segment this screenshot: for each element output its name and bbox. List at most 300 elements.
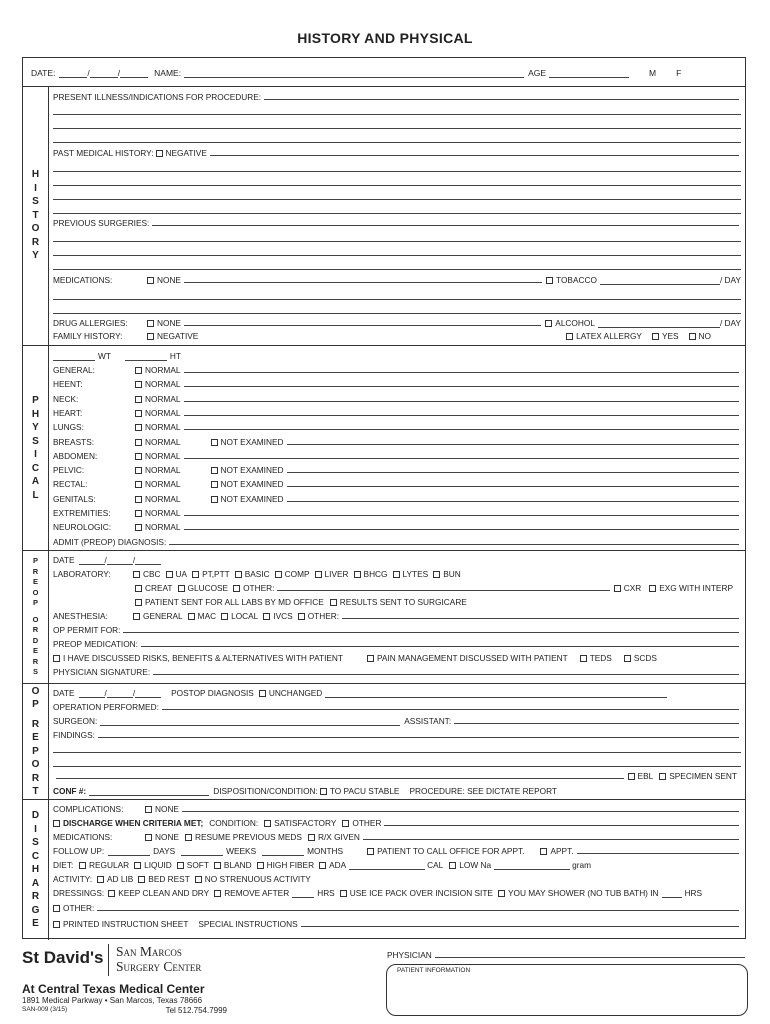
- normal-checkbox[interactable]: [135, 510, 142, 517]
- diet-label: DIET:: [53, 860, 74, 870]
- discharge-side-letter: D: [31, 810, 40, 822]
- lab-checkbox[interactable]: [133, 571, 140, 578]
- name-field[interactable]: [184, 68, 524, 78]
- activity-label: AD LIB: [107, 874, 134, 884]
- diet-label: SOFT: [186, 860, 209, 870]
- opreport-section: O P R E P O R T DATE / / POSTOP DIAGNOSIS UNCHANGED OPERATION PERFORMED: SURGEON: ASSISTANT: FINDINGS: EBL SPECIMEN SENT CONF #: DISPOSITION/CONDITION: TO PACU STABLE PROCEDURE: SEE DICTATE REPORT: [23, 684, 745, 800]
- anesthesia-checkbox[interactable]: [188, 613, 195, 620]
- anesthesia-checkbox[interactable]: [298, 613, 305, 620]
- exam-field[interactable]: [287, 443, 739, 445]
- history-side-letter: O: [31, 223, 40, 235]
- height-field[interactable]: [125, 351, 167, 361]
- pacu-checkbox[interactable]: [320, 788, 327, 795]
- shower-label: YOU MAY SHOWER (NO TUB BATH) IN: [507, 888, 659, 898]
- history-side-letter: H: [31, 169, 40, 181]
- anesthesia-checkbox[interactable]: [263, 613, 270, 620]
- postop-diagnosis-field[interactable]: [325, 688, 667, 698]
- diet-checkbox[interactable]: [79, 862, 86, 869]
- physical-side-letter: H: [31, 408, 40, 420]
- wt-label: WT: [98, 351, 111, 361]
- operation-label: OPERATION PERFORMED:: [53, 702, 159, 712]
- activity-checkbox[interactable]: [195, 876, 202, 883]
- name-label: NAME:: [154, 68, 182, 78]
- tobacco-field[interactable]: [600, 275, 720, 285]
- history-side-letter: T: [32, 209, 39, 221]
- special-field[interactable]: [301, 925, 739, 927]
- header-row: DATE: / / NAME: AGE M F: [23, 58, 745, 87]
- glucose-checkbox[interactable]: [178, 585, 185, 592]
- alcohol-field[interactable]: [598, 318, 720, 328]
- drug-allergies-label: DRUG ALLERGIES:: [53, 318, 128, 328]
- preop-side-letter: E: [32, 577, 38, 587]
- past-medical-negative-checkbox[interactable]: [156, 150, 163, 157]
- exam-field[interactable]: [287, 485, 739, 487]
- lab-checkbox[interactable]: [354, 571, 361, 578]
- lab-checkbox[interactable]: [433, 571, 440, 578]
- discussed-label: I HAVE DISCUSSED RISKS, BENEFITS & ALTERNATIVES WITH PATIENT: [63, 653, 343, 663]
- lab-checkbox[interactable]: [166, 571, 173, 578]
- satisfactory-label: SATISFACTORY: [274, 818, 337, 828]
- physical-exam-row: [53, 449, 741, 461]
- medications-label: MEDICATIONS:: [53, 275, 113, 285]
- physician-field[interactable]: [435, 956, 745, 958]
- not-examined-checkbox[interactable]: [211, 467, 218, 474]
- preop-date-day[interactable]: [107, 555, 133, 565]
- rx-checkbox[interactable]: [308, 834, 315, 841]
- call-checkbox[interactable]: [367, 848, 374, 855]
- normal-label: NORMAL: [145, 407, 181, 418]
- remove-label: REMOVE AFTER: [224, 888, 290, 898]
- previous-surgeries-label: PREVIOUS SURGERIES:: [53, 218, 150, 228]
- physical-side-letter: L: [32, 489, 39, 501]
- op-date-label: DATE: [53, 688, 75, 698]
- results-label: RESULTS SENT TO SURGICARE: [339, 597, 467, 607]
- criteria-label: DISCHARGE WHEN CRITERIA MET;: [63, 818, 204, 828]
- activity-label: NO STRENUOUS ACTIVITY: [204, 874, 311, 884]
- telephone-text: Tel 512.754.7999: [165, 1006, 227, 1015]
- gram-label: gram: [572, 860, 591, 870]
- not-examined-checkbox[interactable]: [211, 439, 218, 446]
- opreport-side-letter: R: [31, 772, 40, 784]
- creat-checkbox[interactable]: [135, 585, 142, 592]
- patient-information-label: PATIENT INFORMATION: [397, 967, 471, 974]
- opreport-side-label: [23, 684, 49, 799]
- date-label: DATE:: [31, 68, 56, 78]
- normal-checkbox[interactable]: [135, 424, 142, 431]
- preop-date-label: DATE: [53, 555, 75, 565]
- latex-yes-checkbox[interactable]: [652, 333, 659, 340]
- diet-label: ADA: [329, 860, 347, 870]
- glucose-label: GLUCOSE: [187, 583, 229, 593]
- exam-field[interactable]: [184, 400, 740, 402]
- history-side-letter: I: [34, 182, 37, 194]
- normal-label: NORMAL: [145, 479, 181, 490]
- exam-label: HEART:: [53, 407, 83, 418]
- lab-other-field[interactable]: [277, 589, 609, 591]
- results-checkbox[interactable]: [330, 599, 337, 606]
- date-month-field[interactable]: [59, 68, 87, 78]
- specimen-checkbox[interactable]: [659, 773, 666, 780]
- lab-label: PT,PTT: [202, 569, 230, 579]
- remove-hrs-label: HRS: [317, 888, 335, 898]
- diet-checkbox[interactable]: [177, 862, 184, 869]
- lab-checkbox[interactable]: [393, 571, 400, 578]
- preop-side-letter: R: [32, 566, 39, 576]
- not-examined-label: NOT EXAMINED: [220, 479, 284, 490]
- date-day-field[interactable]: [90, 68, 118, 78]
- normal-checkbox[interactable]: [135, 367, 142, 374]
- exam-label: BREASTS:: [53, 436, 95, 447]
- stdavids-logo: [22, 948, 104, 968]
- physical-side-letter: I: [34, 449, 37, 460]
- activity-checkbox[interactable]: [138, 876, 145, 883]
- condition-other-checkbox[interactable]: [342, 820, 349, 827]
- opreport-side-letter: O: [31, 759, 40, 770]
- form-title: HISTORY AND PHYSICAL: [297, 30, 473, 46]
- family-negative-checkbox[interactable]: [147, 333, 154, 340]
- normal-checkbox[interactable]: [135, 496, 142, 503]
- normal-label: NORMAL: [145, 522, 181, 533]
- footer: [22, 940, 746, 1024]
- specimen-label: SPECIMEN SENT: [669, 771, 737, 781]
- anesthesia-label: LOCAL: [231, 611, 259, 621]
- normal-checkbox[interactable]: [135, 439, 142, 446]
- latex-yes-label: YES: [661, 331, 679, 341]
- ice-label: USE ICE PACK OVER INCISION SITE: [349, 888, 493, 898]
- op-date-year[interactable]: [135, 688, 161, 698]
- normal-label: NORMAL: [145, 393, 181, 404]
- sex-f[interactable]: F: [676, 68, 682, 78]
- anesthesia-label: OTHER:: [307, 611, 340, 621]
- physical-exam-row: [53, 406, 741, 418]
- teds-checkbox[interactable]: [580, 655, 587, 662]
- findings-label: FINDINGS:: [53, 730, 95, 740]
- discharge-medications-label: MEDICATIONS:: [53, 832, 113, 842]
- complications-label: COMPLICATIONS:: [53, 804, 124, 814]
- exam-field[interactable]: [287, 471, 739, 473]
- exam-label: LUNGS:: [53, 422, 84, 433]
- special-label: SPECIAL INSTRUCTIONS: [198, 919, 298, 929]
- latex-no-checkbox[interactable]: [689, 333, 696, 340]
- unchanged-checkbox[interactable]: [259, 690, 266, 697]
- present-illness-label: PRESENT ILLNESS/INDICATIONS FOR PROCEDURE:: [53, 92, 262, 102]
- anesthesia-label: MAC: [197, 611, 217, 621]
- anesthesia-other-field[interactable]: [342, 617, 739, 619]
- diet-checkbox[interactable]: [134, 862, 141, 869]
- remove-checkbox[interactable]: [214, 890, 221, 897]
- rx-label: R/X GIVEN: [317, 832, 360, 842]
- discharge-side-letter: S: [32, 837, 39, 849]
- preop-side-letter: O: [32, 587, 39, 597]
- lab-checkbox[interactable]: [275, 571, 282, 578]
- remove-hrs-field[interactable]: [292, 888, 314, 898]
- ada-field[interactable]: [349, 860, 425, 870]
- shower-checkbox[interactable]: [498, 890, 505, 897]
- allergies-none-label: NONE: [157, 318, 181, 328]
- exam-label: GENITALS:: [53, 493, 96, 504]
- follow-months-field[interactable]: [262, 846, 304, 856]
- activity-label: BED REST: [148, 874, 190, 884]
- preop-side-letter: S: [32, 667, 38, 677]
- disposition-label: DISPOSITION/CONDITION:: [213, 786, 318, 796]
- exam-label: RECTAL:: [53, 479, 88, 490]
- anesthesia-checkbox[interactable]: [133, 613, 140, 620]
- admit-diagnosis-field[interactable]: [169, 543, 739, 545]
- ice-checkbox[interactable]: [340, 890, 347, 897]
- medications-field[interactable]: [184, 281, 542, 283]
- condition-label: CONDITION:: [209, 818, 259, 828]
- age-field[interactable]: [549, 68, 629, 78]
- shower-hrs-label: HRS: [684, 888, 703, 898]
- not-examined-checkbox[interactable]: [211, 496, 218, 503]
- normal-label: NORMAL: [145, 365, 181, 375]
- date-year-field[interactable]: [120, 68, 148, 78]
- normal-label: NORMAL: [145, 422, 181, 433]
- laboratory-label: LABORATORY:: [53, 569, 111, 579]
- procedure-label: PROCEDURE: SEE DICTATE REPORT: [409, 786, 557, 796]
- normal-label: NORMAL: [145, 493, 181, 504]
- physical-section: [23, 346, 745, 551]
- allergies-none-checkbox[interactable]: [147, 320, 154, 327]
- op-date-month[interactable]: [79, 688, 105, 698]
- unchanged-label: UNCHANGED: [268, 688, 323, 698]
- cxr-label: CXR: [623, 583, 642, 593]
- preop-side-label: [23, 551, 49, 683]
- not-examined-label: NOT EXAMINED: [220, 465, 284, 476]
- creat-label: CREAT: [145, 583, 173, 593]
- normal-checkbox[interactable]: [135, 410, 142, 417]
- conf-label: CONF #:: [53, 786, 87, 796]
- admit-diagnosis-label: ADMIT (PREOP) DIAGNOSIS:: [53, 537, 167, 547]
- complications-none-checkbox[interactable]: [145, 806, 152, 813]
- discharge-section: [23, 800, 745, 940]
- preop-side-letter: P: [32, 556, 38, 566]
- pacu-label: TO PACU STABLE: [329, 786, 400, 796]
- alcohol-checkbox[interactable]: [545, 320, 552, 327]
- normal-checkbox[interactable]: [135, 524, 142, 531]
- physical-side-letter: Y: [32, 422, 39, 433]
- keep-checkbox[interactable]: [108, 890, 115, 897]
- physical-side-label: [23, 346, 49, 550]
- surgeon-label: SURGEON:: [53, 716, 98, 726]
- anesthesia-label: GENERAL: [143, 611, 183, 621]
- exam-field[interactable]: [184, 385, 740, 387]
- conf-field[interactable]: [89, 786, 209, 796]
- preop-date-month[interactable]: [79, 555, 105, 565]
- history-side-letter: S: [32, 196, 39, 208]
- anesthesia-checkbox[interactable]: [221, 613, 228, 620]
- exam-field[interactable]: [184, 414, 740, 416]
- assistant-label: ASSISTANT:: [404, 716, 452, 726]
- diet-checkbox[interactable]: [257, 862, 264, 869]
- activity-label: ACTIVITY:: [53, 874, 93, 884]
- discharge-side-letter: C: [31, 850, 40, 862]
- lab-checkbox[interactable]: [235, 571, 242, 578]
- san-marcos-text: San Marcos: [116, 944, 182, 959]
- rx-field[interactable]: [363, 838, 739, 840]
- criteria-checkbox[interactable]: [53, 820, 60, 827]
- diet-checkbox[interactable]: [214, 862, 221, 869]
- patient-information-box[interactable]: [386, 964, 748, 1016]
- latex-checkbox[interactable]: [566, 333, 573, 340]
- normal-checkbox[interactable]: [135, 481, 142, 488]
- discharge-side-letter: E: [32, 918, 39, 930]
- physical-exam-row: [53, 420, 741, 432]
- appt-field[interactable]: [577, 852, 739, 854]
- cxr-checkbox[interactable]: [614, 585, 621, 592]
- exam-label: EXTREMITIES:: [53, 508, 111, 518]
- normal-checkbox[interactable]: [135, 467, 142, 474]
- cal-label: CAL: [427, 860, 444, 870]
- not-examined-label: NOT EXAMINED: [220, 493, 284, 504]
- follow-weeks-field[interactable]: [181, 846, 223, 856]
- stdavids-logo-text: St David's: [22, 948, 104, 967]
- previous-surgeries-field[interactable]: [152, 224, 739, 226]
- surgeon-field[interactable]: [100, 716, 400, 726]
- diet-checkbox[interactable]: [319, 862, 326, 869]
- lab-checkbox[interactable]: [315, 571, 322, 578]
- shower-hrs-field[interactable]: [662, 888, 682, 898]
- physician-line: [387, 950, 747, 960]
- tobacco-label: TOBACCO: [556, 275, 597, 285]
- exg-checkbox[interactable]: [649, 585, 656, 592]
- lab-label: COMP: [284, 569, 310, 579]
- exam-field[interactable]: [184, 514, 740, 516]
- teds-label: TEDS: [589, 653, 612, 663]
- physical-exam-row: [53, 506, 741, 518]
- preop-date-year[interactable]: [135, 555, 161, 565]
- physical-exam-row: [53, 463, 741, 475]
- low-na-label: LOW Na: [459, 860, 492, 870]
- exam-label: PELVIC:: [53, 465, 85, 476]
- findings-field[interactable]: [98, 736, 739, 738]
- medications-none-label: NONE: [157, 275, 181, 285]
- exam-field[interactable]: [184, 528, 740, 530]
- follow-up-label: FOLLOW UP:: [53, 846, 105, 856]
- diet-label: REGULAR: [89, 860, 130, 870]
- past-medical-field[interactable]: [210, 154, 739, 156]
- present-illness-field[interactable]: [264, 98, 739, 100]
- physical-exam-row: [53, 377, 741, 389]
- lab-other-label: OTHER:: [243, 583, 275, 593]
- exam-field[interactable]: [184, 457, 740, 459]
- activity-checkbox[interactable]: [97, 876, 104, 883]
- exam-field[interactable]: [287, 500, 739, 502]
- opreport-side-letter: P: [32, 699, 39, 710]
- latex-label: LATEX ALLERGY: [576, 331, 642, 341]
- preop-section: P R E O P O R D E R S DATE / / LABORATORY: CBC UA PT,PTT BASIC COMP LIVER BHCG LYTES BUN CREAT GLUCOSE OTHER: CXR EXG WITH INTERP PATIENT SENT FOR ALL LABS BY MD OFFICE RESULTS SENT TO SURGICARE ANESTHESIA: GENERAL MAC LOCAL IVCS OTHER: OP PERMIT FOR: PREOP MEDICATION: I HAVE DISCUSSED RISKS, BENEFITS & ALTERNATIVES WITH PATIENT PAIN MANAGEMENT DISCUSSED WITH PATIENT TEDS SCDS PHYSICIAN SIGNATURE:: [23, 551, 745, 684]
- lab-label: UA: [175, 569, 188, 579]
- appt-label: APPT.: [550, 846, 574, 856]
- physical-side-letter: P: [32, 395, 39, 406]
- labs-md-label: PATIENT SENT FOR ALL LABS BY MD OFFICE: [145, 597, 324, 607]
- low-na-checkbox[interactable]: [449, 862, 456, 869]
- follow-days-field[interactable]: [108, 846, 150, 856]
- preop-medication-field[interactable]: [141, 645, 739, 647]
- months-label: MONTHS: [307, 846, 344, 856]
- tobacco-per-day: / DAY: [719, 275, 741, 285]
- lab-checkbox[interactable]: [192, 571, 199, 578]
- diet-label: LIQUID: [144, 860, 172, 870]
- resume-checkbox[interactable]: [185, 834, 192, 841]
- normal-label: NORMAL: [145, 436, 181, 447]
- complications-field[interactable]: [182, 810, 739, 812]
- printed-checkbox[interactable]: [53, 921, 60, 928]
- discharge-side-letter: G: [31, 904, 40, 916]
- physical-exam-row: [53, 520, 741, 532]
- assistant-field[interactable]: [454, 722, 739, 724]
- physical-exam-row: [53, 392, 741, 404]
- weight-field[interactable]: [53, 351, 95, 361]
- physician-signature-field[interactable]: [153, 673, 739, 675]
- alcohol-label: ALCOHOL: [555, 318, 595, 328]
- scds-label: SCDS: [633, 653, 657, 663]
- preop-side-letter: D: [32, 635, 39, 645]
- op-date-day[interactable]: [107, 688, 133, 698]
- drug-allergies-field[interactable]: [184, 324, 541, 326]
- low-na-field[interactable]: [494, 860, 570, 870]
- lab-other-checkbox[interactable]: [233, 585, 240, 592]
- normal-label: NORMAL: [145, 450, 181, 461]
- family-history-label: FAMILY HISTORY:: [53, 331, 123, 341]
- ebl-checkbox[interactable]: [628, 773, 635, 780]
- dis-other-checkbox[interactable]: [53, 905, 60, 912]
- surgery-center-text: Surgery Center: [116, 959, 202, 974]
- condition-other-field[interactable]: [384, 824, 739, 826]
- pain-checkbox[interactable]: [367, 655, 374, 662]
- discussed-checkbox[interactable]: [53, 655, 60, 662]
- appt-checkbox[interactable]: [540, 848, 547, 855]
- tobacco-checkbox[interactable]: [546, 277, 553, 284]
- dis-other-field[interactable]: [97, 909, 739, 911]
- not-examined-label: NOT EXAMINED: [220, 436, 284, 447]
- labs-md-checkbox[interactable]: [135, 599, 142, 606]
- op-permit-field[interactable]: [123, 631, 739, 633]
- days-label: DAYS: [153, 846, 176, 856]
- discharge-side-letter: I: [34, 823, 37, 835]
- not-examined-checkbox[interactable]: [211, 481, 218, 488]
- dis-other-label: OTHER:: [63, 903, 95, 913]
- medications-none-checkbox[interactable]: [147, 277, 154, 284]
- scds-checkbox[interactable]: [624, 655, 631, 662]
- dis-med-none-label: NONE: [155, 832, 179, 842]
- central-texas-text: At Central Texas Medical Center: [22, 982, 205, 996]
- discharge-side-label: [23, 800, 49, 940]
- anesthesia-label: ANESTHESIA:: [53, 611, 108, 621]
- opreport-side-letter: R: [31, 718, 40, 730]
- normal-checkbox[interactable]: [135, 453, 142, 460]
- complications-none-label: NONE: [155, 804, 179, 814]
- dressings-label: DRESSINGS:: [53, 888, 105, 898]
- normal-checkbox[interactable]: [135, 396, 142, 403]
- exam-label: ABDOMEN:: [53, 450, 98, 461]
- exam-label: HEENT:: [53, 379, 83, 390]
- findings-line[interactable]: [56, 777, 624, 779]
- lab-label: LIVER: [324, 569, 349, 579]
- dis-med-none-checkbox[interactable]: [145, 834, 152, 841]
- address-text: 1891 Medical Parkway • San Marcos, Texas 78666: [22, 996, 203, 1005]
- sex-m[interactable]: M: [649, 68, 657, 78]
- opreport-side-letter: T: [32, 786, 39, 797]
- call-label: PATIENT TO CALL OFFICE FOR APPT.: [377, 846, 525, 856]
- satisfactory-checkbox[interactable]: [264, 820, 271, 827]
- exam-field[interactable]: [184, 428, 740, 430]
- physical-exam-row: [53, 435, 741, 447]
- operation-field[interactable]: [162, 708, 739, 710]
- normal-checkbox[interactable]: [135, 381, 142, 388]
- printed-label: PRINTED INSTRUCTION SHEET: [63, 919, 189, 929]
- exam-field[interactable]: [184, 371, 740, 373]
